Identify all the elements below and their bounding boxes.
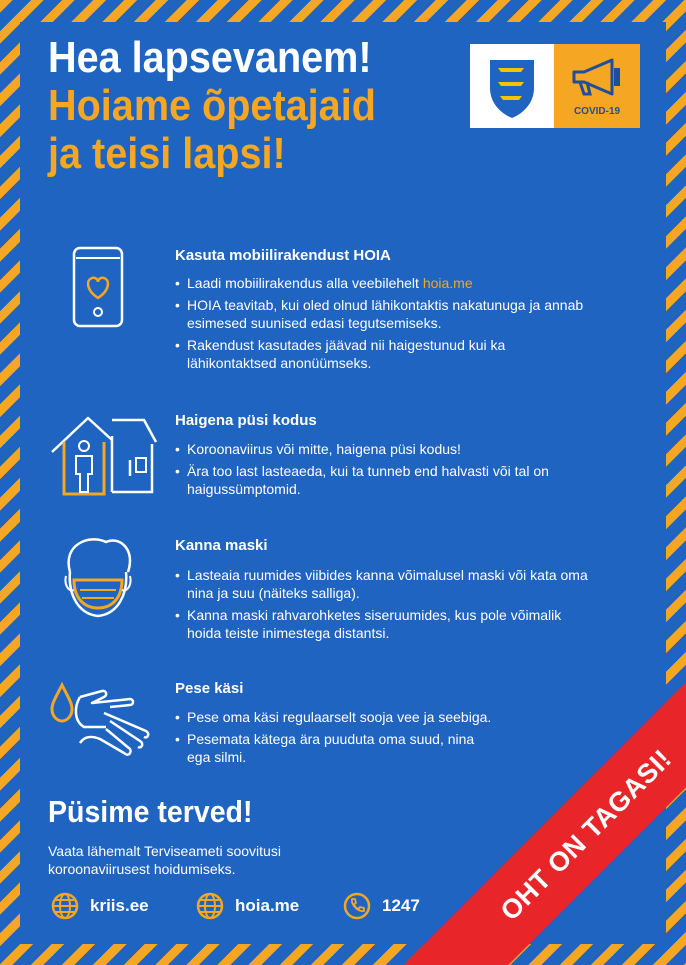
headline-line-2: Hoiame õpetajaid: [48, 81, 376, 130]
campaign-logo: [470, 44, 640, 128]
list-item: • HOIA teavitab, kui oled olnud lähikontaktis nakatunuga ja annab esimesed suunised edasi tegutsemiseks.: [175, 296, 595, 332]
list-item: • Koroonaviirus või mitte, haigena püsi kodus!: [175, 440, 595, 458]
list-item: • Rakendust kasutades jäävad nii haigestunud kui ka lähikontaktsed anonüümseks.: [175, 336, 595, 372]
house-person-icon: [48, 412, 160, 498]
covid-label: COVID-19: [573, 106, 621, 117]
list-item: • Ära too last lasteaeda, kui ta tunneb end halvasti või tal on haigussümptomid.: [175, 462, 595, 498]
contact-label: 1247: [382, 896, 420, 915]
face-mask-icon: [56, 534, 140, 622]
footer-title: Püsime terved!: [48, 794, 253, 829]
hoia-link[interactable]: hoia.me: [422, 275, 473, 291]
contact-hoia[interactable]: [195, 889, 335, 923]
section-title-wash-hands: Pese käsi: [175, 680, 244, 697]
contact-kriis[interactable]: [50, 889, 190, 923]
section-bullets-stay-home: [175, 440, 595, 502]
smartphone-heart-icon: [68, 244, 128, 330]
contact-label: hoia.me: [235, 896, 300, 915]
list-item: • Lasteaia ruumides viibides kanna võimalusel maski või kata oma nina ja suu (näiteks salliga).: [175, 566, 595, 602]
coat-of-arms-icon: [470, 44, 554, 128]
warning-ribbon-text: OHT ON TAGASI!: [494, 743, 678, 927]
globe-icon: [195, 891, 225, 921]
section-title-hoia: Kasuta mobiilirakendust HOIA: [175, 247, 391, 264]
headline-line-1: Hea lapsevanem!: [48, 33, 372, 82]
contact-phone[interactable]: [342, 889, 452, 923]
section-title-stay-home: Haigena püsi kodus: [175, 412, 317, 429]
section-title-mask: Kanna maski: [175, 537, 268, 554]
globe-icon: [50, 891, 80, 921]
contact-label: kriis.ee: [90, 896, 149, 915]
megaphone-icon: [568, 54, 626, 100]
covid-badge: [554, 44, 640, 128]
section-bullets-mask: [175, 566, 595, 646]
section-bullets-wash-hands: [175, 708, 595, 770]
list-item: • Laadi mobiilirakendus alla veebilehelt hoia.me: [175, 274, 595, 292]
list-item: • Kanna maski rahvarohketes siseruumides, kus pole võimalik hoida teiste inimestega distantsi.: [175, 606, 595, 642]
hand-wash-icon: [50, 677, 152, 761]
footer-text: Vaata lähemalt Terviseameti soovitusi koroonaviirusest hoidumiseks.: [48, 843, 281, 877]
headline-line-3: ja teisi lapsi!: [48, 129, 286, 178]
phone-icon: [342, 891, 372, 921]
section-bullets-hoia: [175, 274, 595, 376]
list-item: • Pese oma käsi regulaarselt sooja vee ja seebiga.: [175, 708, 595, 726]
list-item: • Pesemata kätega ära puuduta oma suud, nina ega silmi.: [175, 730, 477, 766]
